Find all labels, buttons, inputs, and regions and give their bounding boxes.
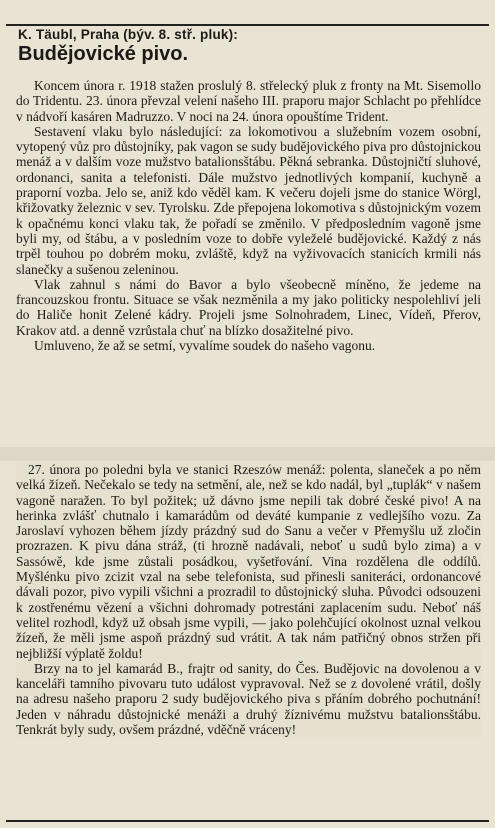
bottom-rule	[6, 820, 489, 822]
paragraph: Sestavení vlaku bylo následující: za lokomotivou a služebním vozem osobní, vytopený vůz pro důstojníky, pak vagon se sudy budějovického piva pro důstojnickou menáž a v dalším voze mužstvo batalionsštábu. Pěkná sebranka. Důstojničtí sluhové, ordonanci, sanita a telefonisti. Dále mužstvo jednotlivých kompanií, kuchyně a praporní vozba. Jelo se, aniž kdo věděl kam. K večeru dojeli jsme do stanice Wörgl, křižovatky železnic v sev. Tyrolsku. Zde přepojena lokomotiva s důstojnickým vozem k opačnému konci vlaku tak, že pořadí se změnilo. V předposledním vagoně jsme byli my, od štábu, a v posledním voze to dobře vyleželé budějovické. Každý z nás trpěl touhou po dobrém moku, zvláště, když na vyživovacích stanicích krmili nás slanečky a sušenou zeleninou.	[16, 123, 481, 277]
paragraph: 27. února po poledni byla ve stanici Rzeszów menáž: polenta, slaneček a po něm velká žízeň. Nečekalo se tedy na setmění, ale, než se kdo nadál, byl „tuplák“ v našem vagoně naražen. To byl požitek; už dávno jsme nepili tak dobré české pivo! A na herinka zvlášť chutnalo i kamarádům od deváté kumpanie z vedlejšího vozu. Za Jaroslaví vyhozen během jízdy prázdný sud do Sanu a večer v Přemyšlu už zločin prozrazen. K pivu dána stráž, (ti hrozně nadávali, neboť u sudů bylo zima) a v Sassówě, kde jsme zůstali posádkou, vyšetřování. Vina rozdělena dle oddílů. Myšlénku pivo zcizit vzal na sebe telefonista, sud přinesli saniteráci, ordonancové dávali pozor, pivo vypili všichni a prozradil to důstojnický sluha. Původci odsouzeni k zostřenému vězení a všichni dohromady potrestáni zaplacením sudu. Neboť náš velitel rozhodl, když už obsah jsme vypili, — jako polehčující okolnost uznal velkou žízeň, že měli jsme aspoň prázdný sud vrátit. A tak nám patřičný obnos stržen při nejbližší výplatě žoldu!	[16, 462, 481, 661]
page-fold	[0, 447, 495, 461]
paragraph: Brzy na to jel kamarád B., frajtr od sanity, do Čes. Budějovic na dovolenou a v kanceláři tamního pivovaru tuto událost vypravoval. Než se z dovolené vrátil, došly na adresu našeho praporu 2 sudy budějovického piva s přáním dobrého pochutnání! Jeden v náhradu důstojnické menáži a druhý žíznivému mužstvu batalionsštábu. Tenkrát byly sudy, ovšem prázdné, vděčně vráceny!	[16, 660, 481, 738]
paragraph: Vlak zahnul s námi do Bavor a bylo všeobecně míněno, že jedeme na francouzskou frontu. Situace se však nezměnila a my jako politicky nespolehliví jeli do Haliče honit Zelené kádry. Projeli jsme Solnohradem, Linec, Vídeň, Přerov, Krakov atd. a denně vzrůstala chuť na blízko dosažitelné pivo.	[16, 276, 481, 338]
top-rule	[6, 24, 489, 26]
paragraph: Umluveno, že až se setmí, vyvalíme soudek do našeho vagonu.	[34, 338, 376, 354]
author-byline: K. Täubl, Praha (býv. 8. stř. pluk):	[18, 27, 238, 42]
article-body-top	[16, 78, 481, 353]
paragraph: Koncem února r. 1918 stažen proslulý 8. střelecký pluk z fronty na Mt. Sisemollo do Tridentu. 23. února převzal velení našeho III. praporu major Schlacht po přehlídce v nádvoří kasáren Madruzzo. V noci na 24. února opouštíme Trident.	[16, 78, 481, 124]
article-title: Budějovické pivo.	[18, 43, 189, 65]
article-body-bottom	[16, 462, 481, 737]
